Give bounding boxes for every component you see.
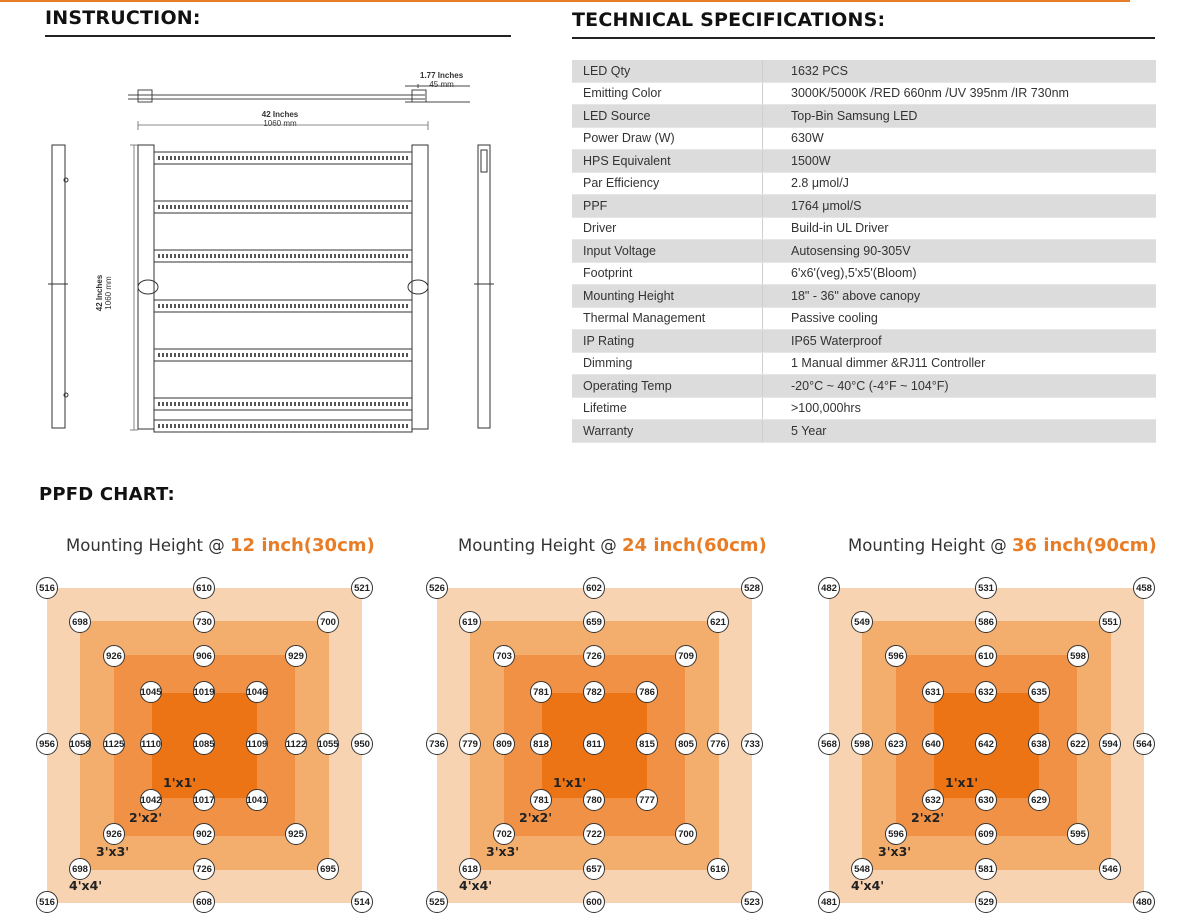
spec-value: 6'x6'(veg),5'x5'(Bloom): [763, 262, 1157, 285]
ppfd-value: 1045: [140, 681, 162, 703]
spec-label: Thermal Management: [572, 307, 763, 330]
ppfd-value: 726: [583, 645, 605, 667]
instruction-title: INSTRUCTION:: [45, 7, 201, 29]
zone-label: 4'x4': [69, 878, 103, 893]
ppfd-value: 950: [351, 733, 373, 755]
specifications-table: [572, 60, 1156, 443]
ppfd-value: 782: [583, 681, 605, 703]
spec-value: 5 Year: [763, 420, 1157, 443]
ppfd-value: 548: [851, 858, 873, 880]
ppfd-value: 596: [885, 645, 907, 667]
ppfd-value: 551: [1099, 611, 1121, 633]
spec-label: PPF: [572, 195, 763, 218]
spec-label: Mounting Height: [572, 285, 763, 308]
ppfd-value: 657: [583, 858, 605, 880]
ppfd-value: 659: [583, 611, 605, 633]
ppfd-value: 777: [636, 789, 658, 811]
spec-row: [572, 352, 1156, 375]
zone-label: 1'x1': [553, 775, 587, 790]
mounting-height-value: 12 inch(30cm): [230, 535, 375, 556]
ppfd-value: 631: [922, 681, 944, 703]
thickness-inches: 1.77 Inches: [420, 71, 464, 80]
ppfd-value: 776: [707, 733, 729, 755]
ppfd-value: 594: [1099, 733, 1121, 755]
ppfd-value: 781: [530, 789, 552, 811]
ppfd-chart-heading: [848, 535, 1157, 556]
ppfd-value: 1058: [69, 733, 91, 755]
ppfd-value: 818: [530, 733, 552, 755]
spec-value: 2.8 μmol/J: [763, 172, 1157, 195]
ppfd-value: 781: [530, 681, 552, 703]
ppfd-value: 546: [1099, 858, 1121, 880]
instruction-divider: [45, 35, 511, 37]
ppfd-value: 598: [851, 733, 873, 755]
spec-value: >100,000hrs: [763, 397, 1157, 420]
spec-label: HPS Equivalent: [572, 150, 763, 173]
ppfd-value: 779: [459, 733, 481, 755]
zone-label: 2'x2': [129, 810, 163, 825]
ppfd-value: 815: [636, 733, 658, 755]
ppfd-divider: [0, 0, 1130, 2]
spec-label: Power Draw (W): [572, 127, 763, 150]
spec-row: [572, 307, 1156, 330]
ppfd-value: 586: [975, 611, 997, 633]
ppfd-value: 516: [36, 891, 58, 913]
ppfd-value: 623: [885, 733, 907, 755]
ppfd-value: 602: [583, 577, 605, 599]
fixture-drawing: [0, 60, 520, 440]
ppfd-value: 526: [426, 577, 448, 599]
zone-label: 3'x3': [486, 844, 520, 859]
spec-row: [572, 127, 1156, 150]
ppfd-value: 956: [36, 733, 58, 755]
zone-label: 1'x1': [945, 775, 979, 790]
spec-row: [572, 240, 1156, 263]
ppfd-value: 529: [975, 891, 997, 913]
spec-value: 1500W: [763, 150, 1157, 173]
ppfd-value: 622: [1067, 733, 1089, 755]
ppfd-value: 629: [1028, 789, 1050, 811]
ppfd-value: 482: [818, 577, 840, 599]
ppfd-value: 786: [636, 681, 658, 703]
ppfd-value: 610: [193, 577, 215, 599]
spec-label: Par Efficiency: [572, 172, 763, 195]
led-bars: [154, 152, 412, 432]
spec-value: 1764 μmol/S: [763, 195, 1157, 218]
spec-value: 1 Manual dimmer &RJ11 Controller: [763, 352, 1157, 375]
ppfd-value: 598: [1067, 645, 1089, 667]
ppfd-chart-heading: [458, 535, 767, 556]
ppfd-value: 736: [426, 733, 448, 755]
ppfd-value: 521: [351, 577, 373, 599]
spec-value: 1632 PCS: [763, 60, 1157, 82]
ppfd-value: 698: [69, 611, 91, 633]
spec-label: IP Rating: [572, 330, 763, 353]
spec-value: 630W: [763, 127, 1157, 150]
ppfd-value: 902: [193, 823, 215, 845]
ppfd-value: 703: [493, 645, 515, 667]
ppfd-value: 528: [741, 577, 763, 599]
ppfd-value: 630: [975, 789, 997, 811]
spec-row: [572, 330, 1156, 353]
ppfd-value: 632: [975, 681, 997, 703]
ppfd-value: 700: [317, 611, 339, 633]
ppfd-value: 702: [493, 823, 515, 845]
height-inches: 42 Inches: [95, 274, 104, 312]
ppfd-value: 726: [193, 858, 215, 880]
ppfd-value: 638: [1028, 733, 1050, 755]
ppfd-value: 1041: [246, 789, 268, 811]
ppfd-value: 516: [36, 577, 58, 599]
spec-label: Warranty: [572, 420, 763, 443]
spec-label: Emitting Color: [572, 82, 763, 105]
ppfd-value: 616: [707, 858, 729, 880]
ppfd-value: 531: [975, 577, 997, 599]
ppfd-value: 1046: [246, 681, 268, 703]
spec-row: [572, 285, 1156, 308]
ppfd-value: 722: [583, 823, 605, 845]
ppfd-value: 564: [1133, 733, 1155, 755]
ppfd-value: 481: [818, 891, 840, 913]
ppfd-value: 1125: [103, 733, 125, 755]
ppfd-value: 1017: [193, 789, 215, 811]
ppfd-value: 1019: [193, 681, 215, 703]
spec-label: Driver: [572, 217, 763, 240]
spec-label: Footprint: [572, 262, 763, 285]
fixture-right-view: [474, 145, 494, 428]
zone-label: 3'x3': [878, 844, 912, 859]
spec-row: [572, 262, 1156, 285]
spec-label: Operating Temp: [572, 375, 763, 398]
zone-label: 4'x4': [459, 878, 493, 893]
ppfd-value: 621: [707, 611, 729, 633]
spec-row: [572, 60, 1156, 82]
ppfd-value: 925: [285, 823, 307, 845]
spec-row: [572, 195, 1156, 218]
mounting-height-prefix: Mounting Height @: [66, 536, 225, 555]
ppfd-value: 733: [741, 733, 763, 755]
ppfd-value: 635: [1028, 681, 1050, 703]
ppfd-value: 600: [583, 891, 605, 913]
spec-row: [572, 375, 1156, 398]
height-mm: 1060 mm: [104, 276, 113, 310]
ppfd-value: 926: [103, 645, 125, 667]
ppfd-value: 1042: [140, 789, 162, 811]
ppfd-value: 929: [285, 645, 307, 667]
ppfd-value: 610: [975, 645, 997, 667]
fixture-left-view: [48, 145, 68, 428]
ppfd-value: 926: [103, 823, 125, 845]
spec-value: Build-in UL Driver: [763, 217, 1157, 240]
mounting-height-prefix: Mounting Height @: [848, 536, 1007, 555]
spec-value: Passive cooling: [763, 307, 1157, 330]
ppfd-value: 549: [851, 611, 873, 633]
spec-label: Input Voltage: [572, 240, 763, 263]
spec-label: Lifetime: [572, 397, 763, 420]
spec-value: 18" - 36" above canopy: [763, 285, 1157, 308]
ppfd-value: 1085: [193, 733, 215, 755]
spec-row: [572, 172, 1156, 195]
ppfd-value: 609: [975, 823, 997, 845]
ppfd-value: 581: [975, 858, 997, 880]
zone-label: 2'x2': [519, 810, 553, 825]
spec-row: [572, 217, 1156, 240]
zone-label: 2'x2': [911, 810, 945, 825]
ppfd-value: 730: [193, 611, 215, 633]
ppfd-value: 698: [69, 858, 91, 880]
ppfd-value: 523: [741, 891, 763, 913]
spec-value: Autosensing 90-305V: [763, 240, 1157, 263]
fixture-side-profile: [128, 84, 470, 102]
zone-label: 1'x1': [163, 775, 197, 790]
ppfd-value: 642: [975, 733, 997, 755]
mounting-height-prefix: Mounting Height @: [458, 536, 617, 555]
ppfd-chart-heading: [66, 535, 375, 556]
width-inches: 42 Inches: [261, 110, 299, 119]
ppfd-value: 700: [675, 823, 697, 845]
ppfd-value: 618: [459, 858, 481, 880]
ppfd-value: 906: [193, 645, 215, 667]
spec-label: LED Qty: [572, 60, 763, 82]
ppfd-value: 780: [583, 789, 605, 811]
spec-label: Dimming: [572, 352, 763, 375]
ppfd-value: 480: [1133, 891, 1155, 913]
ppfd-value: 632: [922, 789, 944, 811]
zone-label: 4'x4': [851, 878, 885, 893]
spec-value: IP65 Waterproof: [763, 330, 1157, 353]
ppfd-value: 811: [583, 733, 605, 755]
mounting-height-value: 24 inch(60cm): [622, 535, 767, 556]
spec-label: LED Source: [572, 105, 763, 128]
ppfd-value: 619: [459, 611, 481, 633]
ppfd-chart-title: PPFD CHART:: [39, 484, 175, 505]
specifications-divider: [572, 37, 1155, 39]
ppfd-value: 1122: [285, 733, 307, 755]
ppfd-value: 458: [1133, 577, 1155, 599]
ppfd-value: 568: [818, 733, 840, 755]
ppfd-value: 596: [885, 823, 907, 845]
spec-value: Top-Bin Samsung LED: [763, 105, 1157, 128]
ppfd-value: 809: [493, 733, 515, 755]
spec-row: [572, 397, 1156, 420]
fixture-front-view: [138, 145, 428, 432]
ppfd-value: 514: [351, 891, 373, 913]
spec-value: 3000K/5000K /RED 660nm /UV 395nm /IR 730nm: [763, 82, 1157, 105]
ppfd-value: 1055: [317, 733, 339, 755]
ppfd-value: 640: [922, 733, 944, 755]
ppfd-value: 709: [675, 645, 697, 667]
ppfd-value: 805: [675, 733, 697, 755]
spec-value: -20°C ~ 40°C (-4°F ~ 104°F): [763, 375, 1157, 398]
mounting-height-value: 36 inch(90cm): [1012, 535, 1157, 556]
specifications-title: TECHNICAL SPECIFICATIONS:: [572, 9, 886, 31]
spec-row: [572, 105, 1156, 128]
zone-label: 3'x3': [96, 844, 130, 859]
ppfd-value: 608: [193, 891, 215, 913]
ppfd-value: 695: [317, 858, 339, 880]
ppfd-value: 1110: [140, 733, 162, 755]
thickness-mm: 45 mm: [429, 80, 454, 89]
spec-row: [572, 150, 1156, 173]
width-mm: 1060 mm: [263, 119, 297, 128]
ppfd-value: 525: [426, 891, 448, 913]
spec-row: [572, 82, 1156, 105]
spec-row: [572, 420, 1156, 443]
ppfd-value: 595: [1067, 823, 1089, 845]
ppfd-value: 1109: [246, 733, 268, 755]
